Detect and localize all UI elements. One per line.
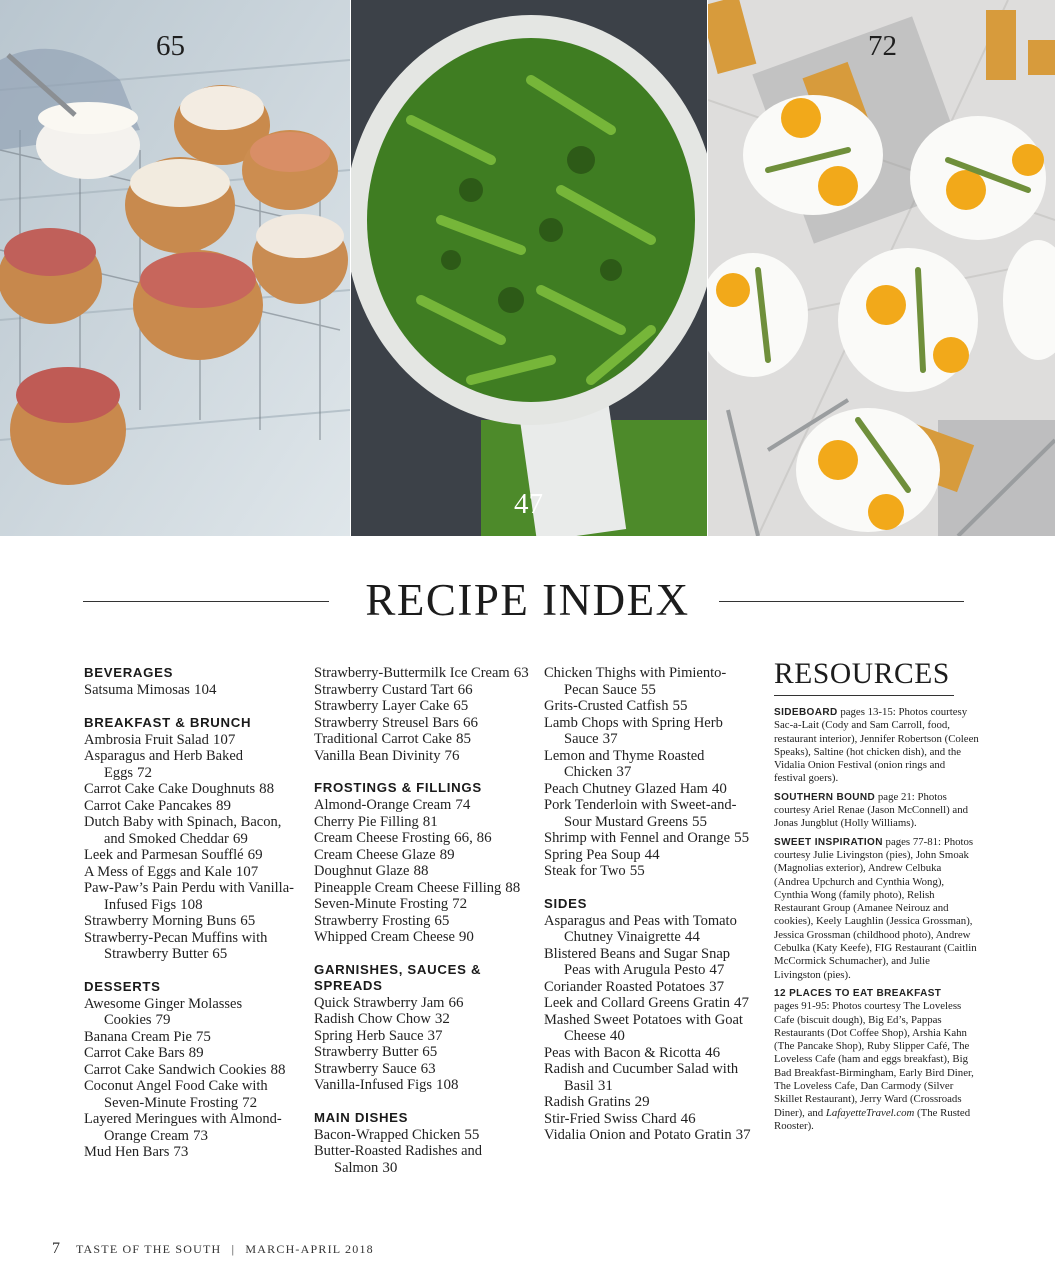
section-heading: BEVERAGES xyxy=(84,665,174,680)
recipe-entry xyxy=(544,781,759,798)
recipe-page-number: 37 xyxy=(602,731,618,747)
recipe-entry xyxy=(544,847,759,864)
section-heading: SIDES xyxy=(544,895,588,911)
recipe-page-number: 90 xyxy=(458,929,474,945)
recipe-entry xyxy=(544,1061,759,1094)
recipe-page-number: 65 xyxy=(240,913,256,929)
recipe-name: Strawberry Sauce xyxy=(314,1060,417,1077)
recipe-page-number: 63 xyxy=(420,1060,436,1077)
resource-text: pages 77-81: Photos courtesy Julie Livingston (pies), John Smoak (Magnolias exterior), Andrew Celbuka (Andrea Upchurch and Cynthia Wong), Cynthia Wong (family photo), Relish Restaurant Group (Amanee Neirouz and cookies), Keely Laughlin (Jessica Grossman), Jessica Grossman (childhood photo), Andrew Cebulka (Katy Keefe), FIG Restaurant (Caitlin McCormick Schumacher), and Julie Livingston (pies). xyxy=(774,835,977,981)
recipe-name: Carrot Cake Bars xyxy=(84,1045,185,1061)
recipe-name: Strawberry Frosting xyxy=(314,912,431,929)
recipe-entry xyxy=(544,995,759,1012)
recipe-entry xyxy=(544,797,759,830)
recipe-name: Vanilla-Infused Figs xyxy=(314,1077,432,1093)
recipe-name: Cream Cheese Glaze xyxy=(314,846,436,863)
recipe-entry xyxy=(544,698,759,715)
recipe-page-number: 44 xyxy=(684,929,700,945)
recipe-name: Lamb Chops with Spring Herb Sauce xyxy=(544,714,723,747)
recipe-name: Paw-Paw’s Pain Perdu with Vanilla-Infused Figs xyxy=(84,880,294,913)
recipe-name: Whipped Cream Cheese xyxy=(314,929,455,945)
recipe-entry xyxy=(314,896,529,913)
recipe-page-number: 104 xyxy=(193,682,217,698)
recipe-page-number: 88 xyxy=(270,1061,286,1078)
photo-snap-peas xyxy=(351,0,707,536)
section-heading: GARNISHES, SAUCES & SPREADS xyxy=(314,961,482,993)
resources-panel xyxy=(774,656,979,1138)
section-heading: MAIN DISHES xyxy=(314,1109,409,1125)
index-section xyxy=(544,665,759,880)
recipe-name: Cherry Pie Filling xyxy=(314,813,419,830)
recipe-entry xyxy=(314,1077,529,1094)
recipe-entry xyxy=(84,748,294,781)
recipe-name: Almond-Orange Cream xyxy=(314,797,452,813)
recipe-entry xyxy=(314,797,529,814)
recipe-page-number: 107 xyxy=(212,731,236,748)
recipe-entry xyxy=(544,748,759,781)
recipe-page-number: 55 xyxy=(672,698,688,714)
recipe-name: Awesome Ginger Molasses Cookies xyxy=(84,995,243,1028)
recipe-page-number: 44 xyxy=(644,846,660,863)
recipe-entry xyxy=(84,798,294,815)
recipe-name: Chicken Thighs with Pimiento-Pecan Sauce xyxy=(544,665,727,698)
resources-rule xyxy=(774,695,954,696)
recipe-name: Asparagus and Peas with Tomato Chutney Vinaigrette xyxy=(544,912,737,945)
recipe-page-number: 46 xyxy=(680,1110,696,1127)
recipe-name: Doughnut Glaze xyxy=(314,863,410,879)
resource-credit xyxy=(774,987,979,1133)
resource-text: pages 13-15: Photos courtesy Sac-a-Lait (Cody and Sam Carroll, food, restaurant interior), Jennifer Robertson (Coleen Speaks), Saltine (hot chicken dish), and the Vidalia Onion Festival (onion rings and festival goers). xyxy=(774,706,979,785)
recipe-page-number: 69 xyxy=(232,830,248,847)
recipe-name: Vanilla Bean Divinity xyxy=(314,747,441,764)
index-column-2 xyxy=(314,665,529,1192)
recipe-name: Radish and Cucumber Salad with Basil xyxy=(544,1061,739,1094)
photo-sweet-rolls xyxy=(0,0,350,536)
recipe-entry xyxy=(84,1078,294,1111)
index-section xyxy=(84,715,294,963)
recipe-page-number: 66 xyxy=(457,681,473,698)
title-rule-right xyxy=(719,601,964,602)
recipe-page-number: 88 xyxy=(413,863,429,879)
recipe-page-number: 108 xyxy=(436,1077,459,1093)
recipe-name: Strawberry Custard Tart xyxy=(314,681,454,698)
recipe-page-number: 88 xyxy=(505,879,521,896)
photo-page-label: 65 xyxy=(156,30,185,62)
recipe-page-number: 89 xyxy=(188,1045,204,1061)
recipe-entry xyxy=(544,1127,759,1144)
recipe-entry xyxy=(84,682,294,699)
recipe-name: Leek and Collard Greens Gratin xyxy=(544,995,731,1011)
recipe-page-number: 40 xyxy=(711,780,727,797)
recipe-page-number: 75 xyxy=(195,1028,211,1045)
recipe-name: A Mess of Eggs and Kale xyxy=(84,863,232,880)
recipe-entry xyxy=(314,731,529,748)
recipe-page-number: 55 xyxy=(640,681,656,698)
recipe-page-number: 63 xyxy=(513,665,529,681)
recipe-entry xyxy=(314,665,529,682)
page-number: 7 xyxy=(52,1240,60,1257)
index-section xyxy=(84,665,294,699)
recipe-name: Banana Cream Pie xyxy=(84,1028,192,1045)
recipe-entry xyxy=(544,1094,759,1111)
sugar-snap-peas-skillet-photo-icon xyxy=(351,0,707,536)
recipe-entry xyxy=(84,930,294,963)
recipe-name: Mashed Sweet Potatoes with Goat Cheese xyxy=(544,1011,743,1044)
recipe-name: Satsuma Mimosas xyxy=(84,682,190,698)
recipe-entry xyxy=(314,880,529,897)
recipe-name: Vidalia Onion and Potato Gratin xyxy=(544,1127,732,1143)
recipe-name: Mud Hen Bars xyxy=(84,1144,170,1160)
recipe-entry xyxy=(544,1045,759,1062)
recipe-name: Strawberry-Pecan Muffins with Strawberry Butter xyxy=(84,929,268,962)
recipe-page-number: 74 xyxy=(455,797,471,813)
recipe-page-number: 85 xyxy=(456,731,471,747)
resource-text-tail: (The Rusted Rooster). xyxy=(774,1106,971,1132)
recipe-entry xyxy=(544,1012,759,1045)
recipe-page-number: 40 xyxy=(609,1028,625,1044)
section-heading: DESSERTS xyxy=(84,978,161,994)
recipe-page-number: 55 xyxy=(629,863,645,879)
recipe-name: Shrimp with Fennel and Orange xyxy=(544,830,731,846)
recipe-entry xyxy=(544,1111,759,1128)
recipe-entry xyxy=(314,715,529,732)
index-section xyxy=(314,962,529,1094)
recipe-name: Carrot Cake Cake Doughnuts xyxy=(84,781,256,797)
resource-text: pages 91-95: Photos courtesy The Loveless Cafe (biscuit dough), Big Ed’s, Pappas Restaurants (Dot Coffee Shop), Arshia Kahn (The Pancake Shop), Ruby Slipper Café, The Loveless Cafe (ham and eggs breakfast), Big Bad Breakfast-Birmingham, Early Bird Diner, The Loveless Cafe, Dan Carmody (Silver Skillet Restaurant), Jerry Ward (Crossroads Diner), and xyxy=(774,1000,974,1119)
recipe-name: Grits-Crusted Catfish xyxy=(544,698,669,714)
resource-link[interactable]: LafayetteTravel.com xyxy=(825,1106,915,1119)
recipe-name: Spring Pea Soup xyxy=(544,846,641,863)
recipe-entry xyxy=(544,979,759,996)
recipe-entry xyxy=(84,847,294,864)
recipe-page-number: 79 xyxy=(155,1012,171,1028)
recipe-page-number: 65 xyxy=(453,698,469,714)
index-section xyxy=(314,1110,529,1177)
recipe-page-number: 37 xyxy=(735,1127,751,1143)
recipe-page-number: 55 xyxy=(734,830,750,846)
recipe-page-number: 37 xyxy=(427,1027,443,1044)
recipe-name: Spring Herb Sauce xyxy=(314,1027,424,1044)
recipe-entry xyxy=(84,913,294,930)
recipe-entry xyxy=(84,996,294,1029)
issue-date: MARCH-APRIL 2018 xyxy=(245,1242,374,1256)
recipe-name: Bacon-Wrapped Chicken xyxy=(314,1126,461,1143)
recipe-page-number: 65 xyxy=(422,1044,438,1060)
recipe-page-number: 29 xyxy=(634,1094,650,1110)
recipe-page-number: 66, 86 xyxy=(454,830,492,846)
recipe-page-number: 55 xyxy=(692,813,708,830)
recipe-entry xyxy=(544,946,759,979)
index-column-1 xyxy=(84,665,294,1177)
recipe-name: Radish Chow Chow xyxy=(314,1011,431,1027)
recipe-entry xyxy=(544,665,759,698)
recipe-entry xyxy=(544,715,759,748)
recipe-name: Cream Cheese Frosting xyxy=(314,830,451,846)
index-column-3 xyxy=(544,665,759,1160)
recipe-entry xyxy=(84,814,294,847)
recipe-entry xyxy=(314,1143,529,1176)
recipe-name: Leek and Parmesan Soufflé xyxy=(84,847,244,863)
resource-text: page 21: Photos courtesy Ariel Renae (Jason McConnell) and Jonas Jungblut (Holly Williams). xyxy=(774,790,968,830)
recipe-name: Layered Meringues with Almond-Orange Cream xyxy=(84,1111,282,1144)
recipe-entry xyxy=(314,698,529,715)
recipe-page-number: 81 xyxy=(422,813,438,830)
recipe-page-number: 73 xyxy=(173,1144,189,1160)
recipe-page-number: 69 xyxy=(247,847,263,863)
recipe-name: Coconut Angel Food Cake with Seven-Minute Frosting xyxy=(84,1078,268,1111)
resource-heading: SWEET INSPIRATION xyxy=(774,836,883,848)
recipe-page-number: 107 xyxy=(235,863,259,880)
resource-heading: SOUTHERN BOUND xyxy=(774,791,876,803)
resources-title: RESOURCES xyxy=(774,658,950,690)
recipe-name: Strawberry Layer Cake xyxy=(314,698,450,714)
recipe-entry xyxy=(314,1011,529,1028)
recipe-entry xyxy=(84,1045,294,1062)
recipe-page-number: 72 xyxy=(452,896,468,912)
resource-heading: 12 PLACES TO EAT BREAKFAST xyxy=(774,987,942,999)
index-section xyxy=(544,896,759,1144)
recipe-page-number: 55 xyxy=(464,1126,480,1143)
recipe-entry xyxy=(314,995,529,1012)
recipe-name: Pork Tenderloin with Sweet-and-Sour Mustard Greens xyxy=(544,797,737,830)
recipe-entry xyxy=(314,682,529,699)
resource-credit xyxy=(774,836,979,982)
recipe-name: Strawberry Morning Buns xyxy=(84,913,237,929)
recipe-name: Blistered Beans and Sugar Snap Peas with Arugula Pesto xyxy=(544,945,731,978)
index-section xyxy=(314,665,529,764)
recipe-name: Asparagus and Herb Baked Eggs xyxy=(84,748,244,781)
page-title: RECIPE INDEX xyxy=(365,575,690,625)
recipe-entry xyxy=(84,1029,294,1046)
photo-page-label: 72 xyxy=(868,30,897,62)
photo-page-label: 47 xyxy=(514,488,543,520)
recipe-name: Seven-Minute Frosting xyxy=(314,896,449,912)
magazine-name: TASTE OF THE SOUTH xyxy=(75,1242,222,1256)
recipe-name: Peach Chutney Glazed Ham xyxy=(544,780,708,797)
recipe-name: Strawberry Streusel Bars xyxy=(314,714,459,731)
resource-credit xyxy=(774,706,979,786)
recipe-entry xyxy=(314,863,529,880)
recipe-page-number: 76 xyxy=(444,747,460,764)
recipe-entry xyxy=(314,748,529,765)
recipe-entry xyxy=(544,913,759,946)
recipe-page-number: 37 xyxy=(709,978,725,995)
recipe-page-number: 65 xyxy=(434,912,450,929)
recipe-page-number: 31 xyxy=(597,1077,613,1094)
recipe-entry xyxy=(84,864,294,881)
recipe-page-number: 72 xyxy=(137,764,152,781)
recipe-entry xyxy=(314,847,529,864)
sweet-rolls-photo-icon xyxy=(0,0,350,536)
recipe-name: Quick Strawberry Jam xyxy=(314,994,445,1011)
title-rule-left xyxy=(83,601,329,602)
recipe-page-number: 89 xyxy=(439,846,455,863)
recipe-entry xyxy=(84,732,294,749)
footer-separator: | xyxy=(231,1242,236,1256)
recipe-entry xyxy=(544,863,759,880)
recipe-name: Peas with Bacon & Ricotta xyxy=(544,1044,702,1061)
recipe-entry xyxy=(314,1061,529,1078)
recipe-name: Ambrosia Fruit Salad xyxy=(84,731,209,748)
recipe-page-number: 30 xyxy=(382,1159,398,1176)
recipe-page-number: 65 xyxy=(212,946,228,962)
baked-eggs-asparagus-photo-icon xyxy=(708,0,1055,536)
recipe-page-number: 47 xyxy=(734,995,750,1011)
recipe-entry xyxy=(84,1144,294,1161)
recipe-entry xyxy=(314,814,529,831)
recipe-entry xyxy=(314,1127,529,1144)
recipe-entry xyxy=(84,1111,294,1144)
recipe-entry xyxy=(84,781,294,798)
recipe-page-number: 46 xyxy=(705,1044,721,1061)
section-heading: BREAKFAST & BRUNCH xyxy=(84,714,252,730)
recipe-name: Radish Gratins xyxy=(544,1094,631,1110)
recipe-name: Butter-Roasted Radishes and Salmon xyxy=(314,1143,483,1176)
resource-heading: SIDEBOARD xyxy=(774,707,838,718)
recipe-page-number: 89 xyxy=(216,797,232,814)
recipe-entry xyxy=(314,929,529,946)
recipe-page-number: 108 xyxy=(180,896,203,913)
recipe-page-number: 72 xyxy=(242,1094,258,1111)
recipe-page-number: 37 xyxy=(616,764,632,780)
recipe-name: Pineapple Cream Cheese Filling xyxy=(314,879,502,896)
recipe-entry xyxy=(314,830,529,847)
recipe-entry xyxy=(544,830,759,847)
index-section xyxy=(84,979,294,1161)
index-section xyxy=(314,780,529,946)
recipe-page-number: 73 xyxy=(192,1127,208,1144)
recipe-name: Lemon and Thyme Roasted Chicken xyxy=(544,747,705,780)
recipe-entry xyxy=(84,880,294,913)
recipe-name: Coriander Roasted Potatoes xyxy=(544,978,706,995)
recipe-name: Strawberry Butter xyxy=(314,1044,419,1060)
recipe-name: Stir-Fried Swiss Chard xyxy=(544,1110,677,1127)
recipe-entry xyxy=(314,913,529,930)
recipe-name: Dutch Baby with Spinach, Bacon, and Smoked Cheddar xyxy=(84,814,282,847)
recipe-entry xyxy=(314,1028,529,1045)
recipe-page-number: 32 xyxy=(434,1011,450,1027)
section-heading: FROSTINGS & FILLINGS xyxy=(314,780,482,795)
recipe-page-number: 66 xyxy=(462,714,478,731)
recipe-page-number: 47 xyxy=(709,962,725,978)
recipe-page-number: 66 xyxy=(448,994,464,1011)
recipe-name: Steak for Two xyxy=(544,863,626,879)
page-footer xyxy=(52,1240,374,1258)
recipe-entry xyxy=(314,1044,529,1061)
recipe-name: Carrot Cake Sandwich Cookies xyxy=(84,1061,267,1078)
resource-credit xyxy=(774,791,979,831)
recipe-name: Carrot Cake Pancakes xyxy=(84,797,213,814)
photo-baked-eggs xyxy=(708,0,1055,536)
recipe-name: Strawberry-Buttermilk Ice Cream xyxy=(314,665,510,681)
recipe-entry xyxy=(84,1062,294,1079)
recipe-name: Traditional Carrot Cake xyxy=(314,731,452,747)
recipe-page-number: 88 xyxy=(259,781,275,797)
